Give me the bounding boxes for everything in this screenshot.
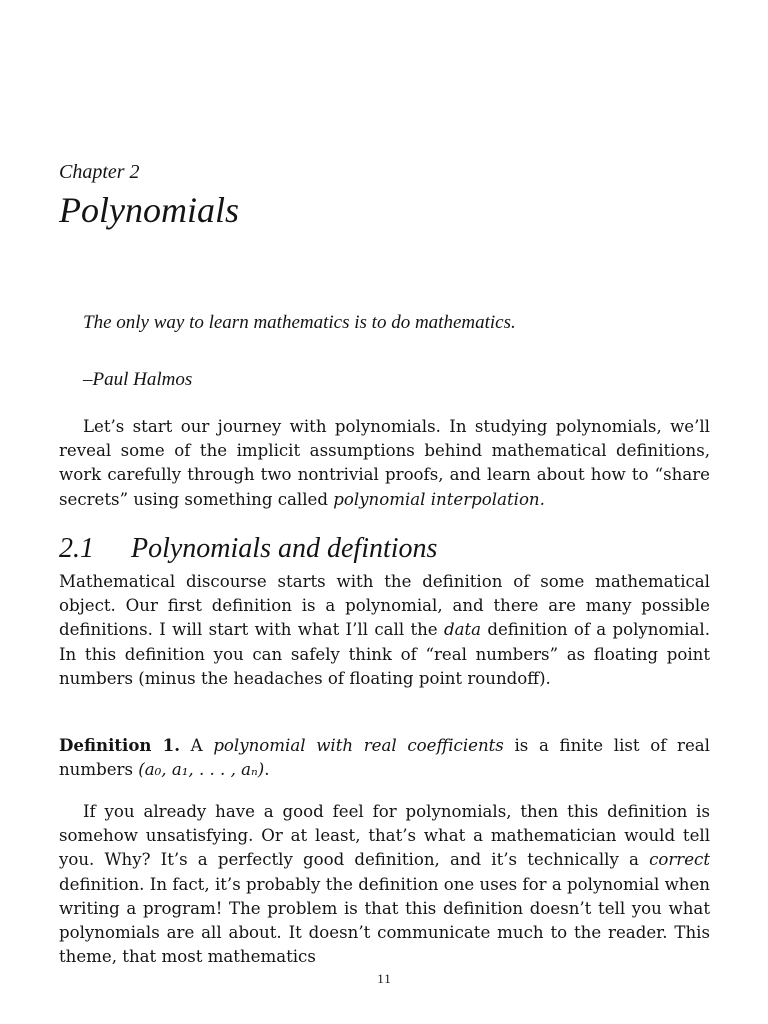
section-title: Polynomials and defintions	[131, 533, 438, 564]
page-number: 11	[377, 971, 392, 986]
definition-math: (a₀, a₁, . . . , aₙ)	[138, 760, 265, 780]
section-para-text-2: definition of a polynomial. In this definition you can safely think of “real numbers” as floating point numbers (minus the headaches of floating point roundoff).	[59, 620, 710, 688]
section-paragraph	[59, 570, 710, 691]
section-para-emphasis: data	[443, 620, 482, 640]
body-paragraph	[59, 800, 710, 969]
definition-block	[59, 733, 710, 782]
book-page	[59, 0, 710, 1024]
para3-emphasis: correct	[649, 850, 710, 870]
chapter-title: Polynomials	[59, 190, 239, 230]
definition-text-1: A	[179, 736, 214, 755]
section-heading	[59, 532, 437, 566]
para3-text-2: definition. In fact, it’s probably the definition one uses for a polynomial when writing a program! The problem is that this definition doesn’t tell you what polynomials are all about. It doesn’t communicate much to the reader. This theme, that most mathematics	[59, 874, 710, 967]
section-para-text-1: Mathematical discourse starts with the definition of some mathematical object. Our first definition is a polynomial, and there are many possible definitions. I will start with what I’ll call the	[59, 572, 710, 640]
intro-paragraph	[59, 415, 710, 512]
definition-emphasis: polynomial with real coefficients	[213, 736, 504, 755]
epigraph-author: –Paul Halmos	[83, 369, 193, 390]
section-number: 2.1	[59, 533, 94, 564]
definition-text-2: is a finite list of real numbers	[59, 736, 710, 780]
para3-text-1: If you already have a good feel for polynomials, then this definition is somehow unsatisfying. Or at least, that’s what a mathematician would tell you. Why? It’s a perfectly good definition, and it’s technically a	[59, 802, 710, 870]
definition-label: Definition 1.	[59, 735, 180, 755]
definition-end: .	[264, 760, 270, 780]
intro-text: Let’s start our journey with polynomials. In studying polynomials, we’ll reveal some of the implicit assumptions behind mathematical definitions, work carefully through two nontrivial proofs, and learn about how to “share secrets” using something called	[59, 417, 710, 509]
chapter-label: Chapter 2	[59, 161, 140, 183]
intro-emphasis: polynomial interpolation.	[333, 489, 545, 509]
epigraph-quote: The only way to learn mathematics is to do mathematics.	[83, 312, 516, 333]
